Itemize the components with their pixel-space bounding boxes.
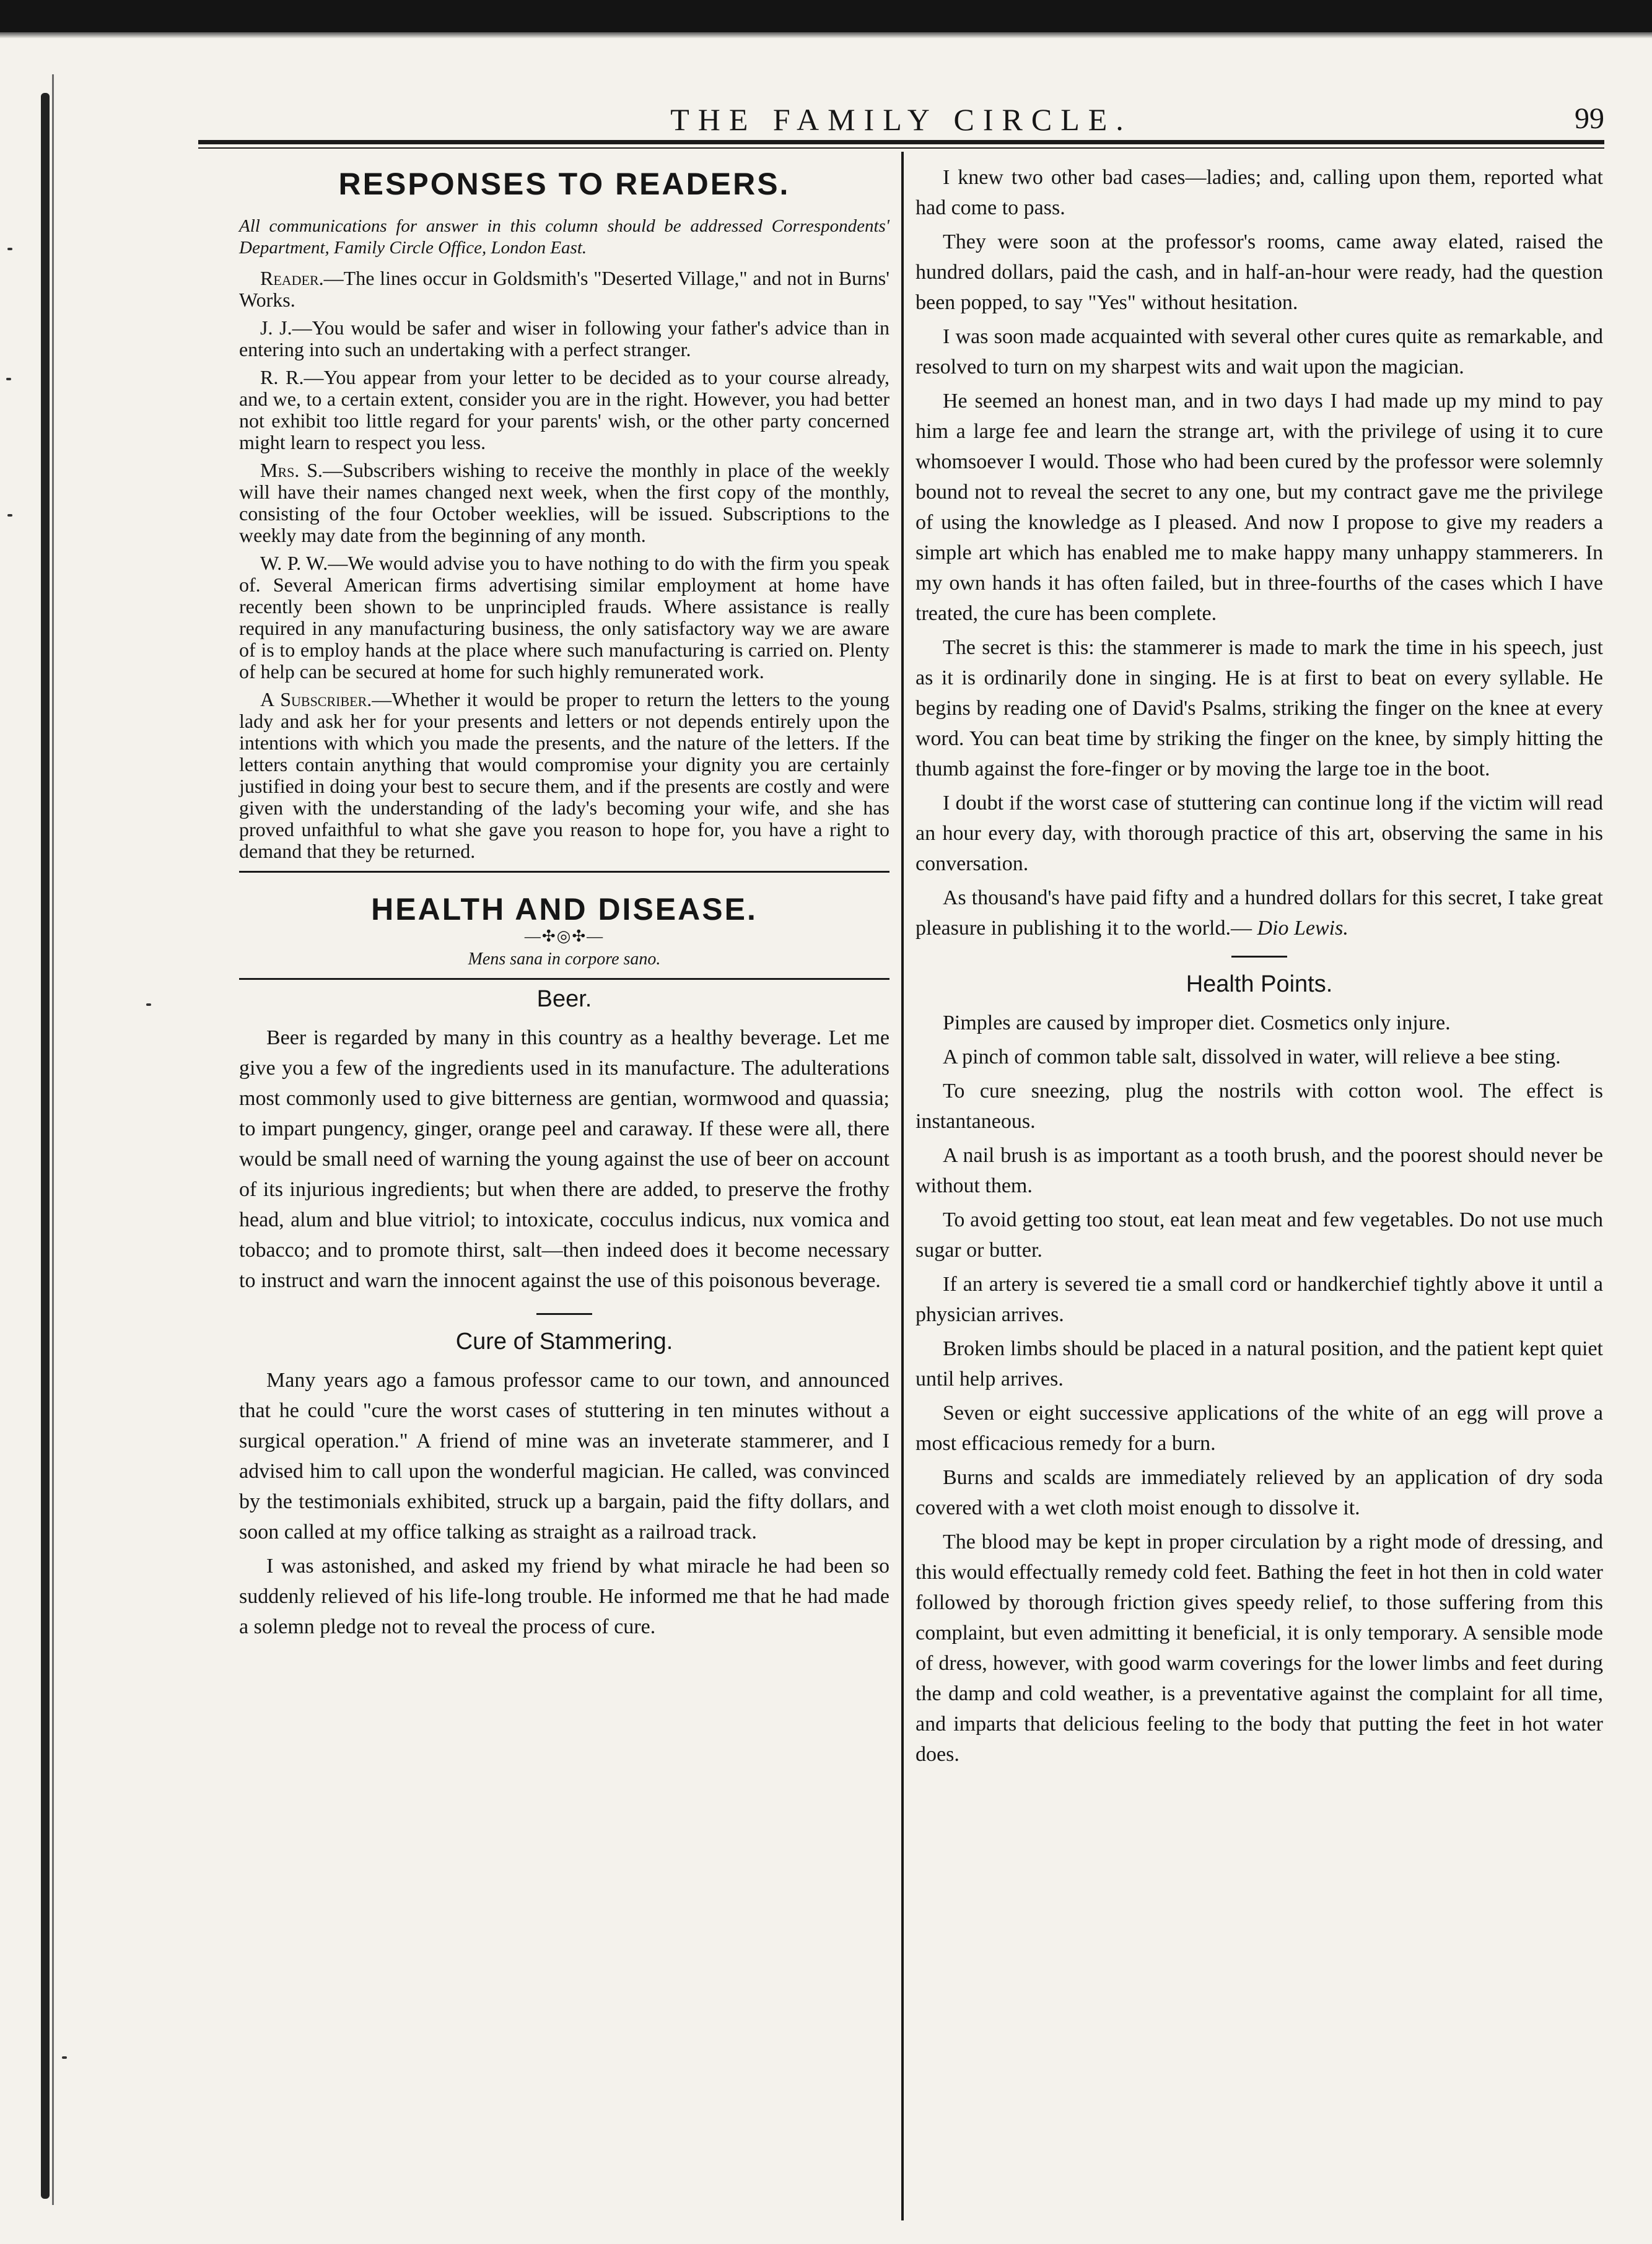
stammering-article [239,1365,889,1642]
ornament-icon: —✣◎✣— [524,927,605,945]
article-text: As thousand's have paid fifty and a hundred dollars for this secret, I take great pleasure in publishing it to the world.— [916,886,1603,940]
binding-shadow [52,74,54,2205]
article-paragraph: The secret is this: the stammerer is made to mark the time in his speech, just as it is ordinarily done in singing. He is at first to beat on every syllable. He begins by reading one of David's Psalms, striking the finger on the knee at every word. You can beat time by striking the finger on the knee, by simply hitting the thumb against the fore-finger or by moving the large toe in the boot. [916,636,1603,780]
scan-speck [62,2056,67,2059]
beer-heading: Beer. [536,986,592,1012]
health-point: Seven or eight successive applications of the white of an egg will prove a most efficacious remedy for a burn. [916,1402,1603,1455]
scan-speck [7,248,12,250]
article-paragraph: I was astonished, and asked my friend by what miracle he had been so suddenly relieved of his life-long trouble. He informed me that he had made a solemn pledge not to reveal the process of cure. [239,1555,889,1638]
response-item [239,268,889,311]
author-signature: Dio Lewis. [1257,917,1348,940]
motto: Mens sana in corpore sano. [468,950,661,969]
left-column [239,162,889,1646]
response-text: —You appear from your letter to be decided as to your course already, and we, to a certain extent, consider you are in the right. However, you had better not exhibit too little regard for your parents' wish, or the other party concerned might learn to respect you less. [239,366,889,453]
response-text: —You would be safer and wiser in following your father's advice than in entering into such an undertaking with a perfect stranger. [239,317,890,360]
article-paragraph: I knew two other bad cases—ladies; and, calling upon them, reported what had come to pass. [916,166,1603,219]
health-point: If an artery is severed tie a small cord or handkerchief tightly above it until a physician arrives. [916,1273,1603,1326]
responses-list [239,268,889,862]
health-point: To cure sneezing, plug the nostrils with cotton wool. The effect is instantaneous. [916,1080,1603,1133]
responses-notice: All communications for answer in this column should be addressed Correspondents' Department, Family Circle Office, London East. [239,216,889,258]
response-label: J. J. [260,317,292,339]
response-item [239,460,889,546]
running-head [198,99,1604,136]
header-rule-thin [198,147,1604,149]
health-points-heading: Health Points. [1186,971,1333,997]
response-item [239,367,889,453]
scan-speck [146,1003,151,1006]
response-label: R. R. [260,366,304,388]
response-text: —The lines occur in Goldsmith's "Deserted Village," and not in Burns' Works. [239,267,889,311]
stammering-heading: Cure of Stammering. [455,1329,673,1355]
article-paragraph: Beer is regarded by many in this country as a healthy beverage. Let me give you a few of the ingredients used in its manufacture. The adulterations most commonly used to give bitterness are gentian, wormwood and quassia; to impart pungency, ginger, orange peel and caraway. If these were all, there would be small need of warning the young against the use of beer on account of its injurious ingredients; but when there are added, to preserve the frothy head, alum and blue vitriol; to intoxicate, cocculus indicus, nux vomica and tobacco; and to promote thirst, salt—then indeed does it become necessary to instruct and warn the innocent against the use of this poisonous beverage. [239,1026,889,1292]
response-text: —Whether it would be proper to return the letters to the young lady and ask her for your presents and letters or not depends entirely upon the intentions with which you made the presents, and the nature of the letters. If the letters contain anything that would compromise your dignity you are certainly justified in doing your best to secure them, and if the presents are costly and were given with the understanding of the lady's becoming your wife, and she has proved unfaithful to what she gave you reason to hope for, you have a right to demand that they be returned. [239,688,889,862]
scan-speck [7,514,12,517]
response-text: —We would advise you to have nothing to do with the firm you speak of. Several American firms advertising similar employment at home have recently been shown to be unprincipled frauds. Where assistance is really required in any manufacturing business, the only satisfactory way we are aware of is to employ hands at the place where such manufacturing is carried on. Plenty of help can be secured at home for such highly remunerated work. [239,552,890,683]
health-heading: HEALTH AND DISEASE. [371,892,758,927]
response-label: W. P. W. [260,552,328,574]
stammering-article-continued [916,162,1603,943]
header-rule [198,140,1604,144]
scan-edge-top [0,0,1652,32]
binding-edge [41,93,50,2199]
page-number: 99 [1575,102,1604,135]
response-label: A Subscriber. [260,688,372,710]
health-point: The blood may be kept in proper circulation by a right mode of dressing, and this would effectually remedy cold feet. Bathing the feet in hot then in cold water followed by thorough friction gives speedy relief, to those suffering from this complaint, but even admitting it beneficial, it is only temporary. A sensible mode of dress, however, with good warm coverings for the lower limbs and feet during the damp and cold weather, is a preventative against the complaint for all time, and imparts that delicious feeling to the body that putting the feet in hot water does. [916,1530,1603,1766]
article-paragraph: Many years ago a famous professor came to our town, and announced that he could "cure the worst cases of stuttering in ten minutes without a surgical operation." A friend of mine was an inveterate stammerer, and I advised him to call upon the wonderful magician. He called, was convinced by the testimonials exhibited, struck up a bargain, paid the fifty dollars, and soon called at my office talking as straight as a railroad track. [239,1369,889,1543]
article-rule [536,1313,592,1315]
response-text: —Subscribers wishing to receive the monthly in place of the weekly will have their names changed next week, when the first copy of the monthly, consisting of the four October weeklies, will be issued. Subscriptions to the weekly may date from the beginning of any month. [239,459,890,546]
response-item [239,552,889,683]
response-label: Reader. [260,267,324,289]
article-paragraph [916,883,1603,943]
right-column [916,162,1603,1773]
article-paragraph: They were soon at the professor's rooms, came away elated, raised the hundred dollars, paid the cash, and in half-an-hour were ready, had the question been popped, to say "Yes" without hesitation. [916,230,1603,314]
health-point: A nail brush is as important as a tooth brush, and the poorest should never be without them. [916,1144,1603,1197]
article-paragraph: He seemed an honest man, and in two days I had made up my mind to pay him a large fee and learn the strange art, with the privilege of using it to cure whomsoever I would. Those who had been cured by the professor were solemnly bound not to reveal the secret to any one, but my contract gave me the privilege of using the knowledge as I pleased. And now I propose to give my readers a simple art which has enabled me to make happy many unhappy stammerers. In my own hands it has often failed, but in three-fourths of the cases which I have treated, the cure has been complete. [916,390,1603,625]
response-item [239,317,889,360]
article-paragraph: I doubt if the worst case of stuttering can continue long if the victim will read an hour every day, with thorough practice of this art, observing the same in his conversation. [916,792,1603,875]
response-item [239,689,889,862]
beer-article [239,1023,889,1296]
section-rule [239,978,889,980]
health-point: Burns and scalds are immediately relieved by an application of dry soda covered with a wet cloth moist enough to dissolve it. [916,1466,1603,1519]
column-divider [901,152,904,2220]
article-paragraph: I was soon made acquainted with several other cures quite as remarkable, and resolved to turn on my sharpest wits and wait upon the magician. [916,325,1603,378]
health-point: Broken limbs should be placed in a natural position, and the patient kept quiet until help arrives. [916,1337,1603,1390]
scan-speck [6,378,11,380]
response-label: Mrs. S. [260,459,323,481]
article-rule [1231,956,1287,958]
section-rule [239,871,889,873]
health-point: To avoid getting too stout, eat lean meat and few vegetables. Do not use much sugar or butter. [916,1208,1603,1262]
health-points-list [916,1008,1603,1770]
periodical-title: THE FAMILY CIRCLE. [670,102,1132,137]
health-point: Pimples are caused by improper diet. Cosmetics only injure. [943,1011,1451,1034]
health-point: A pinch of common table salt, dissolved in water, will relieve a bee sting. [943,1046,1561,1068]
responses-heading: RESPONSES TO READERS. [338,167,790,201]
